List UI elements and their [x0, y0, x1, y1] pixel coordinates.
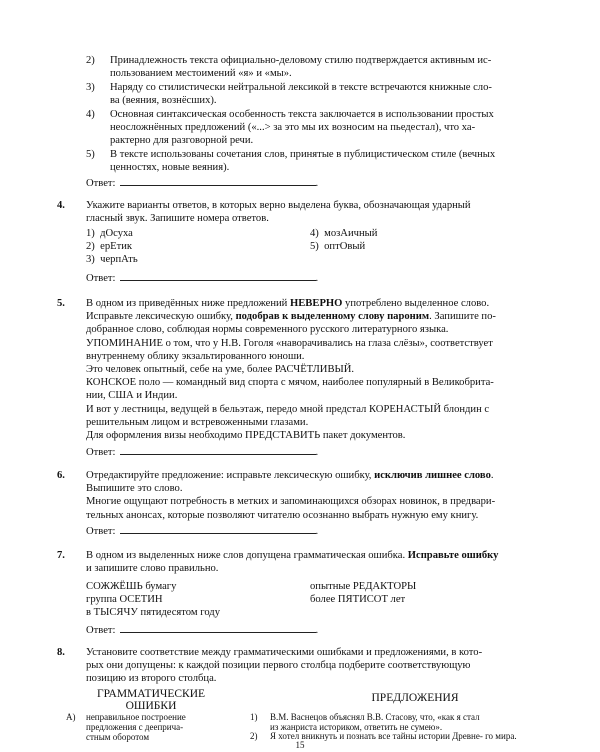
answer-blank[interactable]: [120, 444, 316, 455]
sentence-line: решительным лицом и встревоженными глазами.: [86, 416, 309, 428]
item-line: неосложнённых предложений («...> за это мы их возносим на пьедестал), что ха-: [110, 122, 476, 134]
question-line: рых они допущены: к каждой позиции первого столбца подберите соответствующую: [86, 660, 471, 672]
question-line: В одном из выделенных ниже слов допущена грамматическая ошибка. Исправьте ошибку: [86, 550, 499, 561]
question-8-number: 8.: [57, 647, 65, 658]
question-line: гласный звук. Запишите номера ответов.: [86, 213, 269, 225]
word-item: группа ОСЕТИН: [86, 594, 163, 606]
question-line: добранное слово, соблюдая нормы современного русского литературного языка.: [86, 324, 449, 336]
item-line: пользованием местоимений «я» и «мы».: [110, 68, 292, 80]
answer-label: Ответ:: [86, 447, 116, 458]
option: 4) мозАичный: [310, 228, 378, 239]
question-5-text: [86, 297, 556, 442]
item-line: ценностях, новые веяния).: [110, 162, 230, 174]
q4-options-left: [86, 227, 286, 267]
answer-label: Ответ:: [86, 273, 116, 284]
sentence-line: нии, США и Индии.: [86, 390, 178, 402]
item-number: 5): [86, 149, 95, 160]
question-7-text: [86, 549, 556, 575]
item-number: 2): [86, 55, 95, 66]
answer-blank[interactable]: [120, 270, 316, 281]
answer-label: Ответ:: [86, 625, 116, 636]
item-number: 4): [86, 109, 95, 120]
question-4-number: 4.: [57, 200, 65, 211]
row-a-text: неправильное построение: [86, 712, 186, 722]
word-item: опытные РЕДАКТОРЫ: [310, 581, 417, 592]
question-7-number: 7.: [57, 550, 65, 561]
answer-row: Ответ: .: [86, 270, 318, 285]
item-number: 3): [86, 82, 95, 93]
question-line: тельных анонсах, которые позволяют читателю осознанно выбрать нужную ему книгу.: [86, 509, 479, 521]
question-line: Исправьте лексическую ошибку, подобрав к выделенному слову пароним. Запишите по-: [86, 311, 496, 323]
option: 3) черпАть: [86, 254, 138, 266]
row-a-label: А): [66, 712, 76, 722]
q4-options-right: [310, 227, 510, 253]
page-number: 15: [295, 740, 305, 750]
item-line: В тексте использованы сочетания слов, принятые в публицистическом стиле (вечных: [110, 149, 496, 160]
q7-words-left: [86, 580, 306, 620]
word-item: более ПЯТИСОТ лет: [310, 594, 406, 606]
sentence-line: Для оформления визы необходимо ПРЕДСТАВИТЬ пакет документов.: [86, 430, 406, 442]
option: 5) оптОвый: [310, 241, 366, 253]
answer-blank[interactable]: [120, 523, 316, 534]
column-heading-errors: ГРАММАТИЧЕСКИЕ: [96, 688, 206, 700]
option: 2) ерЕтик: [86, 241, 133, 253]
item-line: Принадлежность текста официально-деловому стилю подтверждается активным ис-: [110, 55, 492, 66]
word-item: СОЖЖЁШЬ бумагу: [86, 581, 177, 592]
question-6-text: [86, 469, 556, 522]
question-line: Отредактируйте предложение: исправьте лексическую ошибку, исключив лишнее слово.: [86, 470, 494, 481]
sentence-1-more: из жанриста историком, ответить не сумею».: [270, 722, 443, 732]
answer-row: Ответ: .: [86, 622, 318, 637]
q7-words-right: [310, 580, 510, 606]
item-line: ва (веяния, вознёсших).: [110, 95, 217, 107]
question-line: В одном из приведённых ниже предложений НЕВЕРНО употреблено выделенное слово.: [86, 298, 490, 309]
answer-row: Ответ: .: [86, 523, 318, 538]
question-line: Выпишите это слово.: [86, 483, 183, 495]
sentence-line: КОНСКОЕ поло — командный вид спорта с мячом, наиболее популярный в Великобрита-: [86, 377, 494, 389]
errors-heading-line2: ОШИБКИ: [125, 700, 177, 712]
item-line: рактерно для разговорной речи.: [110, 135, 254, 147]
item-line: Наряду со стилистически нейтральной лексикой в тексте встречаются книжные сло-: [110, 82, 492, 93]
sentence-line: УПОМИНАНИЕ о том, что у Н.В. Гоголя «наворачивались на глаза слёзы», соответствует: [86, 337, 493, 349]
question-line: Установите соответствие между грамматическими ошибками и предложениями, в кото-: [86, 647, 483, 658]
answer-label: Ответ:: [86, 178, 116, 189]
question-line: и запишите слово правильно.: [86, 563, 219, 575]
column-heading-sentences: ПРЕДЛОЖЕНИЯ: [371, 692, 459, 704]
option: 1) дОсуха: [86, 228, 133, 239]
question-line: позицию из второго столбца.: [86, 673, 217, 685]
question-4-text: [86, 199, 556, 225]
question-line: Укажите варианты ответов, в которых верно выделена буква, обозначающая ударный: [86, 200, 471, 211]
row-a-more: предложения с деепричa- стным оборотом: [86, 722, 184, 742]
question-line: Многие ощущают потребность в метких и запоминающихся обзорах новинок, в предвари-: [86, 496, 496, 508]
question-8-text: [86, 646, 556, 686]
exam-page: 2) Принадлежность текста официально-деловому стилю подтверждается активным ис- пользованием местоимений «я» и «мы». 3) Наряду со стилистически нейтральной лексикой в тексте встречаются книжные сло- ва (веяния, вознёсших). 4) Основная синтаксическая особенность текста заключается в использовании простых неосложнённых предложений («...> за это мы их возносим на пьедестал), что ха- рактерно для разговорной речи. 5) В тексте использованы сочетания слов, принятые в публицистическом стиле (вечных ценностях, новые веяния). Ответ: . 4. Укажите варианты ответов, в которых верно выделена буква, обозначающая ударный гласный звук. Запишите номера ответов. 1) дОсуха 2) ерЕтик 3) черпАть 4) мозАичный 5) оптОвый Ответ: . 5. В одном из приведённых ниже предложений НЕВЕРНО употреблено выделенное слово. Исправьте лексическую ошибку, подобрав к выделенному слову пароним. Запишите по- добранное слово, соблюдая нормы современного русского литературного языка. УПОМИНАНИЕ о том, что у Н.В. Гоголя «наворачивались на глаза слёзы», соответствует внутреннему облику экзальтированного юноши. Это человек опытный, себе на уме, более РАСЧЁТЛИВЫЙ. КОНСКОЕ поло — командный вид спорта с мячом, наиболее популярный в Великобрита- нии, США и Индии. И вот у лестницы, ведущей в бельэтаж, передо мной предстал КОРЕНАСТЫЙ блондин с решительным лицом и встревоженными глазами. Для оформления визы необходимо ПРЕДСТАВИТЬ пакет документов. Ответ: . 6. Отредактируйте предложение: исправьте лексическую ошибку, исключив лишнее слово. Выпишите это слово. Многие ощущают потребность в метких и запоминающихся обзорах новинок, в предвари- тельных анонсах, которые позволяют читателю осознанно выбрать нужную ему книгу. Ответ: . 7. В одном из выделенных ниже слов допущена грамматическая ошибка. Исправьте ошибку и запишите слово правильно. СОЖЖЁШЬ бумагу группа ОСЕТИН в ТЫСЯЧУ пятидесятом году опытные РЕДАКТОРЫ более ПЯТИСОТ лет Ответ: . 8. Установите соответствие между грамматическими ошибками и предложениями, в кото- рых они допущены: к каждой позиции первого столбца подберите соответствующую позицию из второго столбца. ГРАММАТИЧЕСКИЕ ПРЕДЛОЖЕНИЯ ОШИБКИ А) неправильное построение 1) В.М. Васнецов объяснял В.В. Стасову, что, «как я стал предложения с деепричa- стным оборотом из жанриста историком, ответить не сумею». 2) Я хотел вникнуть и познать все тайны истории Древне- го мира. 15: [0, 0, 600, 750]
question-6-number: 6.: [57, 470, 65, 481]
sentence-line: И вот у лестницы, ведущей в бельэтаж, передо мной предстал КОРЕНАСТЫЙ блондин с: [86, 403, 490, 415]
sentence-line: внутреннему облику экзальтированного юноши.: [86, 350, 305, 362]
item-line: Основная синтаксическая особенность текста заключается в использовании простых: [110, 109, 494, 120]
answer-row: Ответ: .: [86, 444, 318, 459]
answer-row: Ответ: .: [86, 175, 318, 190]
sentence-line: Это человек опытный, себе на уме, более РАСЧЁТЛИВЫЙ.: [86, 364, 355, 376]
answer-label: Ответ:: [86, 526, 116, 537]
word-item: в ТЫСЯЧУ пятидесятом году: [86, 607, 220, 619]
answer-blank[interactable]: [120, 175, 316, 186]
answer-blank[interactable]: [120, 622, 316, 633]
question-5-number: 5.: [57, 298, 65, 309]
